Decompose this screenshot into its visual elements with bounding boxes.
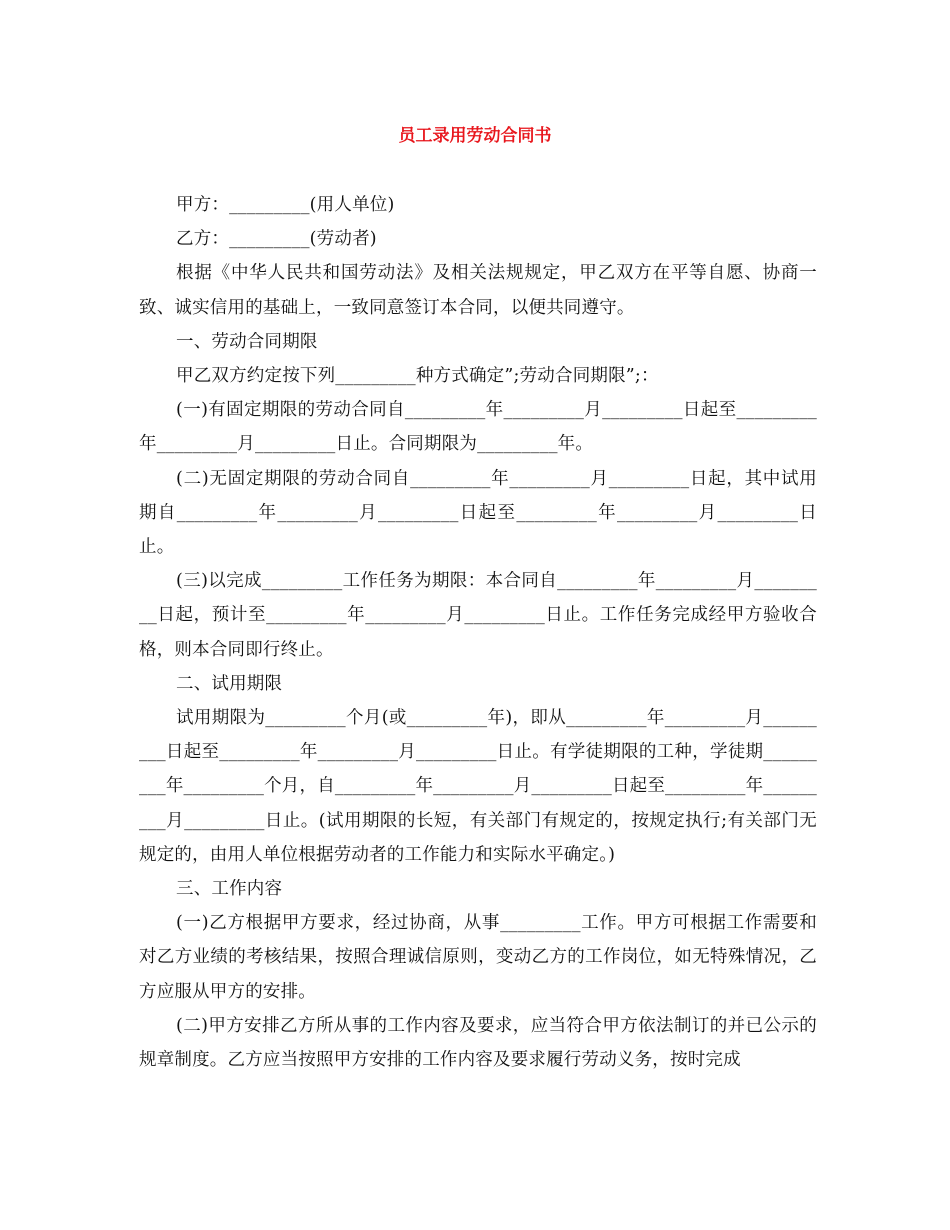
fixed-term-paragraph: (一)有固定期限的劳动合同自_________年_________月_________日起至_________年_________月_________日止。合同期限为_________年。 (139, 400, 817, 455)
party-a-line: 甲方：_________(用人单位) (176, 195, 395, 215)
work-content-paragraph-1: (一)乙方根据甲方要求，经过协商，从事_________工作。甲方可根据工作需要和对乙方业绩的考核结果，按照合理诚信原则，变动乙方的工作岗位，如无特殊情况，乙方应服从甲方的安排。 (139, 913, 817, 1002)
party-b-line: 乙方：_________(劳动者) (176, 229, 377, 250)
section-heading-probation: 二、试用期限 (176, 673, 283, 694)
document-body (139, 188, 817, 1077)
term-method-paragraph: 甲乙双方约定按下列_________种方式确定”;劳动合同期限”;： (176, 366, 659, 387)
document-title: 员工录用劳动合同书 (398, 126, 552, 146)
section-heading-work-content: 三、工作内容 (176, 879, 283, 900)
open-term-paragraph: (二)无固定期限的劳动合同自_________年_________月_________日起，其中试用期自_________年_________月_________日起至_________年_________月_________日止。 (139, 468, 817, 558)
work-content-paragraph-2: (二)甲方安排乙方所从事的工作内容及要求，应当符合甲方依法制订的并已公示的规章制度。乙方应当按照甲方安排的工作内容及要求履行劳动义务，按时完成 (139, 1015, 817, 1071)
probation-paragraph: 试用期限为_________个月(或_________年)，即从_________年_________月_________日起至_________年_________月_________日止。有学徒期限的工种，学徒期_________年_________个月，自_________年_________月_________日起至_________年_________月_________日止。(试用期限的长短，有关部门有规定的，按规定执行;有关部门无规定的，由用人单位根据劳动者的工作能力和实际水平确定。) (139, 708, 817, 865)
task-term-paragraph: (三)以完成_________工作任务为期限：本合同自_________年_________月_________日起，预计至_________年_________月_________日止。工作任务完成经甲方验收合格，则本合同即行终止。 (139, 571, 817, 660)
preamble-paragraph: 根据《中华人民共和国劳动法》及相关法规规定，甲乙双方在平等自愿、协商一致、诚实信用的基础上，一致同意签订本合同，以便共同遵守。 (139, 263, 817, 318)
section-heading-term: 一、劳动合同期限 (176, 331, 318, 352)
